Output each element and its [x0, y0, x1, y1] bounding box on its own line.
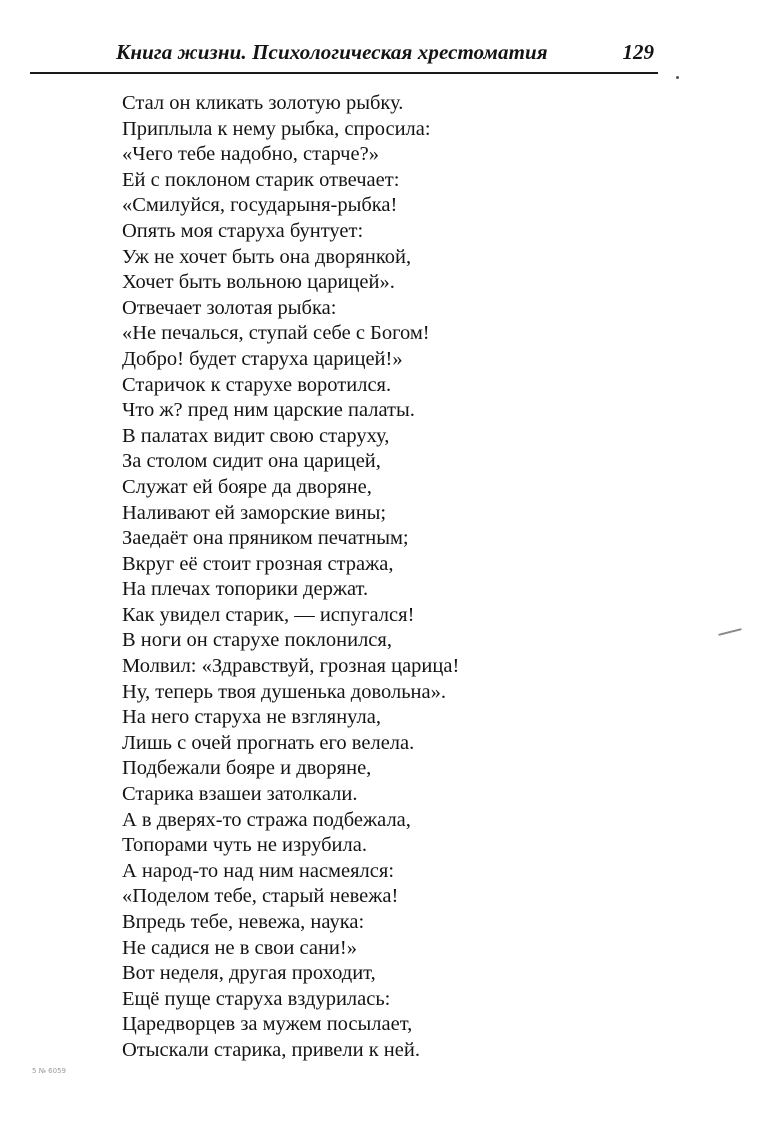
verse-line: «Чего тебе надобно, старче?»: [122, 143, 379, 166]
verse-line: «Смилуйся, государыня-рыбка!: [122, 194, 398, 217]
verse-line: А в дверях-то стража подбежала,: [122, 808, 411, 831]
running-header: [30, 36, 658, 74]
verse-line: Стал он кликать золотую рыбку.: [122, 92, 404, 114]
verse-line: Молвил: «Здравствуй, грозная царица!: [122, 655, 460, 678]
verse-line: Ей с поклоном старик отвечает:: [122, 168, 400, 191]
verse-line: Старика взашеи затолкали.: [122, 783, 358, 806]
verse-line: В палатах видит свою старуху,: [122, 424, 390, 447]
scan-scratch-mark: [718, 628, 742, 636]
verse-line: Вкруг её стоит грозная стража,: [122, 552, 394, 575]
verse-line: Что ж? пред ним царские палаты.: [122, 399, 415, 422]
verse-line: На него старуха не взглянула,: [122, 706, 381, 729]
verse-line: Отыскали старика, привели к ней.: [122, 1038, 420, 1061]
verse-line: Старичок к старухе воротился.: [122, 373, 392, 396]
poem-text: [122, 91, 642, 1064]
verse-line: Как увидел старик, — испугался!: [122, 603, 415, 626]
verse-line: Уж не хочет быть она дворянкой,: [122, 245, 412, 268]
verse-line: Царедворцев за мужем посылает,: [122, 1013, 413, 1036]
verse-line: Не садися не в свои сани!»: [122, 936, 357, 959]
verse-line: А народ-то над ним насмеялся:: [122, 859, 395, 882]
verse-line: Ещё пуще старуха вздурилась:: [122, 987, 391, 1010]
verse-line: Приплыла к нему рыбка, спросила:: [122, 117, 431, 140]
verse-line: Опять моя старуха бунтует:: [122, 219, 364, 242]
verse-line: На плечах топорики держат.: [122, 578, 369, 601]
verse-line: Топорами чуть не изрубила.: [122, 834, 367, 857]
verse-line: В ноги он старухе поклонился,: [122, 629, 392, 652]
verse-line: Наливают ей заморские вины;: [122, 501, 387, 524]
verse-line: Хочет быть вольною царицей».: [122, 271, 395, 294]
verse-line: Лишь с очей прогнать его велела.: [122, 731, 415, 754]
verse-line: Отвечает золотая рыбка:: [122, 296, 337, 319]
print-speck: [676, 76, 679, 79]
page-number: 129: [622, 40, 654, 64]
verse-line: Вот неделя, другая проходит,: [122, 962, 376, 985]
verse-line: «Не печалься, ступай себе с Богом!: [122, 322, 430, 345]
verse-line: «Поделом тебе, старый невежа!: [122, 885, 399, 908]
verse-line: Служат ей бояре да дворяне,: [122, 475, 372, 498]
printer-signature: 5 № 6059: [32, 1067, 66, 1075]
verse-line: Подбежали бояре и дворяне,: [122, 757, 372, 780]
verse-line: Впредь тебе, невежа, наука:: [122, 911, 365, 933]
verse-line: Ну, теперь твоя душенька довольна».: [122, 680, 446, 703]
verse-line: Добро! будет старуха царицей!»: [122, 347, 403, 370]
verse-line: Заедаёт она пряником печатным;: [122, 527, 409, 550]
verse-line: За столом сидит она царицей,: [122, 450, 381, 473]
running-title: Книга жизни. Психологическая хрестоматия: [116, 40, 548, 64]
